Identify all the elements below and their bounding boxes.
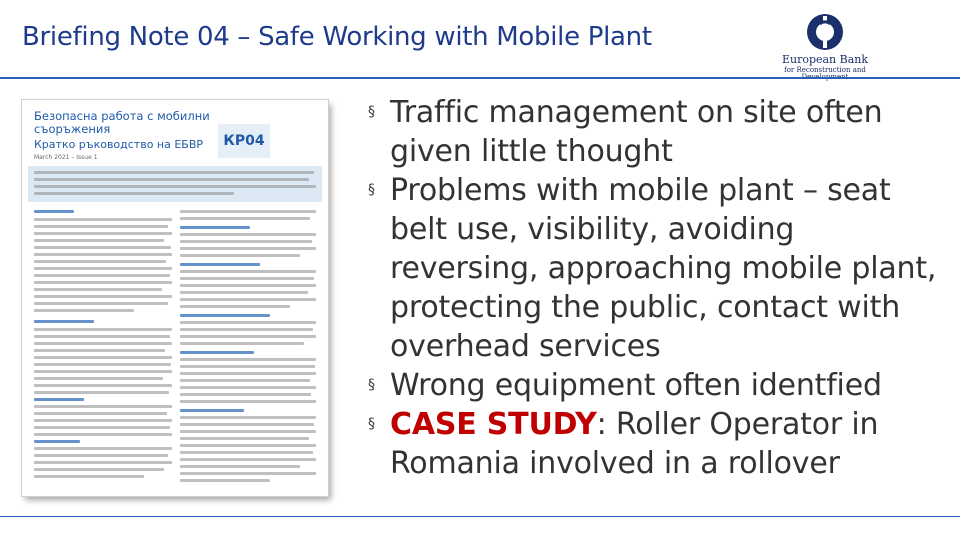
- bullet-item: [366, 405, 946, 483]
- title-divider: [0, 77, 960, 79]
- ebrd-logo: [760, 10, 890, 78]
- bullet-item: [366, 366, 946, 405]
- doc-code-badge: КР04: [218, 124, 270, 158]
- doc-intro-band: [28, 166, 322, 202]
- ebrd-emblem-icon: [760, 10, 890, 54]
- bullet-marker-icon: §: [368, 416, 375, 432]
- case-study-label: CASE STUDY: [390, 407, 597, 442]
- logo-name: European Bank: [781, 53, 869, 66]
- bullet-text: Problems with mobile plant – seat belt use, visibility, avoiding reversing, approaching mobile plant, protecting the public, contact with overhead services: [390, 173, 937, 364]
- bullet-text: Wrong equipment often identfied: [390, 368, 882, 403]
- bullet-list: [366, 93, 946, 483]
- logo-subtitle: for Reconstruction and: [784, 66, 866, 74]
- doc-title: Безопасна работа с мобилни съоръжения: [34, 109, 210, 137]
- bullet-item: [366, 171, 946, 366]
- bullet-marker-icon: §: [368, 377, 375, 393]
- bullet-text: Traffic management on site often given little thought: [390, 95, 883, 169]
- bullet-marker-icon: §: [368, 104, 375, 120]
- doc-subtitle: Кратко ръководство на ЕБВР: [34, 138, 204, 151]
- bullet-item: [366, 93, 946, 171]
- bullet-text: : Roller Operator in Romania involved in a rollover: [390, 407, 879, 481]
- bullet-marker-icon: §: [368, 182, 375, 198]
- footer-divider: [0, 516, 960, 517]
- slide-title: Briefing Note 04 – Safe Working with Mobile Plant: [22, 22, 652, 52]
- briefing-note-thumbnail: [22, 100, 328, 496]
- doc-date: March 2021 – Issue 1: [34, 154, 98, 161]
